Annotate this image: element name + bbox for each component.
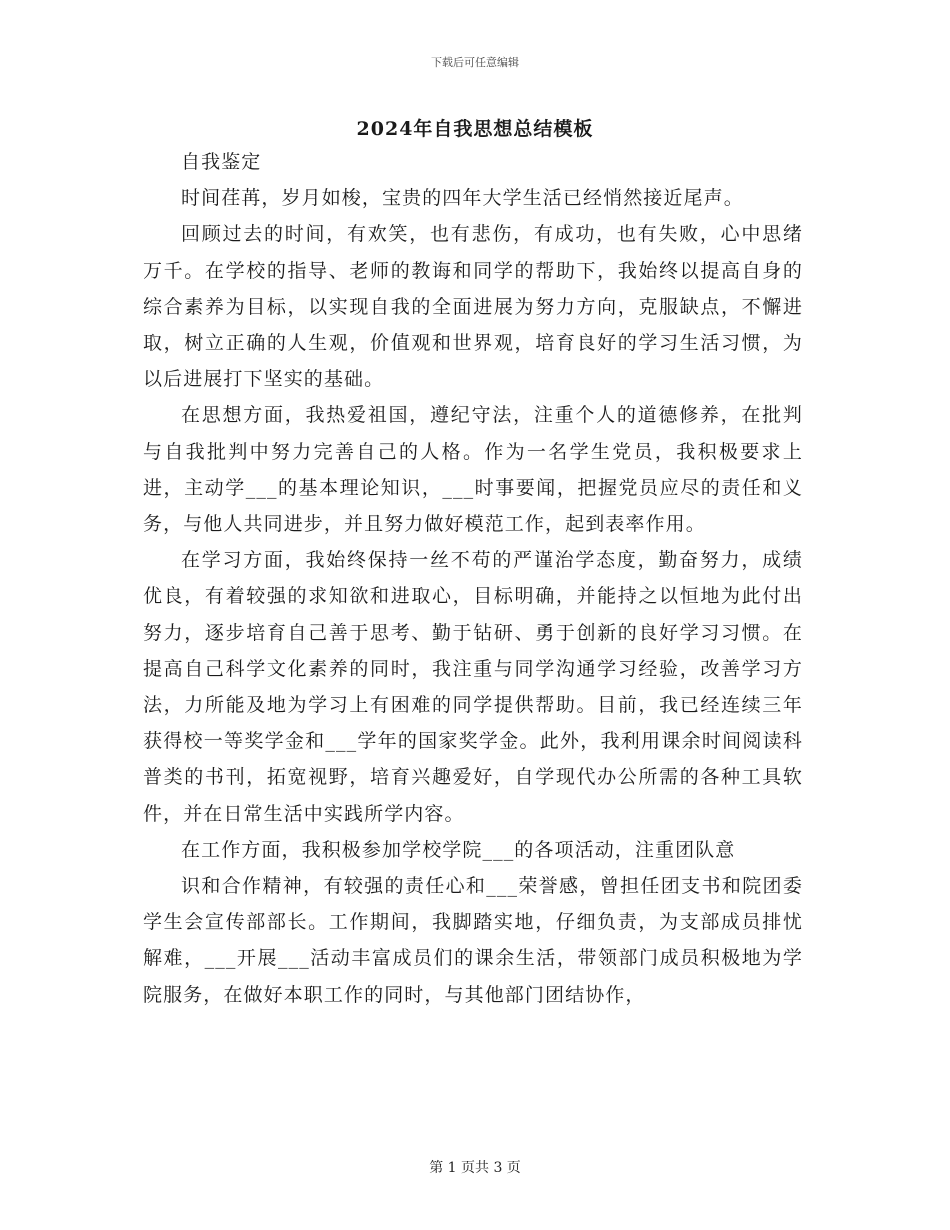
document-body bbox=[143, 144, 803, 1013]
paragraph-work-start: 在工作方面，我积极参加学校学院___的各项活动，注重团队意 bbox=[181, 838, 736, 861]
paragraph-intro: 时间荏苒，岁月如梭，宝贵的四年大学生活已经悄然接近尾声。 bbox=[181, 187, 744, 210]
page-number: 第 1 页共 3 页 bbox=[429, 1160, 521, 1176]
paragraph-study: 在学习方面，我始终保持一丝不苟的严谨治学态度，勤奋努力，成绩优良，有着较强的求知欲和进取心，目标明确，并能持之以恒地为此付出努力，逐步培育自己善于思考、勤于钻研、勇于创新的良好学习习惯。在提高自己科学文化素养的同时，我注重与同学沟通学习经验，改善学习方法，力所能及地为学习上有困难的同学提供帮助。目前，我已经连续三年获得校一等奖学金和___学年的国家奖学金。此外，我利用课余时间阅读科普类的书刊，拓宽视野，培育兴趣爱好，自学现代办公所需的各种工具软件，并在日常生活中实践所学内容。 bbox=[143, 549, 803, 825]
page-header-note: 下载后可任意编辑 bbox=[431, 56, 519, 69]
paragraph-review: 回顾过去的时间，有欢笑，也有悲伤，有成功，也有失败，心中思绪万千。在学校的指导、老师的教诲和同学的帮助下，我始终以提高自身的综合素养为目标，以实现自我的全面进展为努力方向，克服缺点，不懈进取，树立正确的人生观，价值观和世界观，培育良好的学习生活习惯，为以后进展打下坚实的基础。 bbox=[143, 223, 803, 391]
paragraph-ideology: 在思想方面，我热爱祖国，遵纪守法，注重个人的道德修养，在批判与自我批判中努力完善自己的人格。作为一名学生党员，我积极要求上进，主动学___的基本理论知识，___时事要闻，把握党员应尽的责任和义务，与他人共同进步，并且努力做好模范工作，起到表率作用。 bbox=[143, 404, 803, 536]
paragraph-self-appraisal-heading: 自我鉴定 bbox=[181, 151, 262, 173]
paragraph-work-continued: 识和合作精神，有较强的责任心和___荣誉感，曾担任团支书和院团委学生会宣传部部长。工作期间，我脚踏实地，仔细负责，为支部成员排忧解难，___开展___活动丰富成员们的课余生活，带领部门成员积极地为学院服务，在做好本职工作的同时，与其他部门团结协作， bbox=[143, 875, 803, 1006]
document-title: 2024年自我思想总结模板 bbox=[356, 118, 594, 140]
